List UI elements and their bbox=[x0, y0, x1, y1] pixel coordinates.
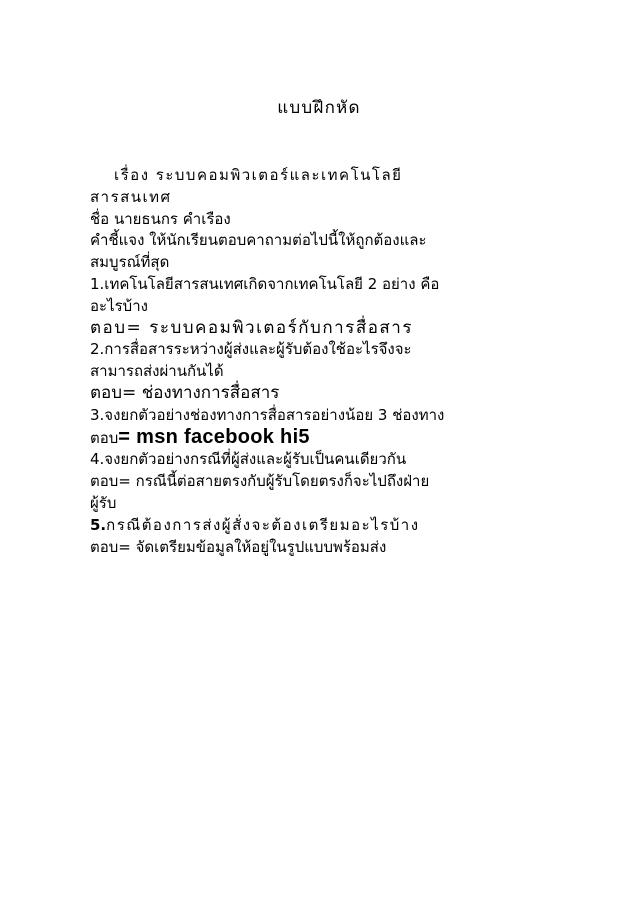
answer-4-continued: ผู้รับ bbox=[90, 493, 117, 512]
question-2: 2.การสื่อสารระหว่างผู้ส่งและผู้รับต้องใช้อะไรจึงจะ bbox=[90, 340, 412, 359]
answer-3-label: ตอบ bbox=[90, 428, 119, 447]
answer-1: ตอบ= ระบบคอมพิวเตอร์กับการสื่อสาร bbox=[90, 317, 413, 338]
question-4: 4.จงยกตัวอย่างกรณีที่ผู้ส่งและผู้รับเป็นคนเดียวกัน bbox=[90, 450, 407, 469]
question-5 bbox=[90, 515, 550, 537]
question-5-text: กรณีต้องการส่งผู้สั่งจะต้องเตรียมอะไรบ้าง bbox=[106, 515, 420, 534]
subject-line: เรื่อง ระบบคอมพิวเตอร์และเทคโนโลยี bbox=[114, 166, 403, 184]
worksheet-body bbox=[90, 165, 550, 558]
answer-3-value: = msn facebook hi5 bbox=[118, 425, 310, 448]
answer-4: ตอบ= กรณีนี้ต่อสายตรงกับผู้รับโดยตรงก็จะไปถึงฝ่าย bbox=[90, 472, 430, 491]
question-5-number: 5. bbox=[90, 515, 107, 534]
instruction-line-continued: สมบูรณ์ที่สุด bbox=[90, 253, 170, 272]
worksheet-title: แบบฝึกหัด bbox=[277, 98, 361, 118]
subject-line-continued: สารสนเทศ bbox=[90, 187, 172, 206]
answer-2: ตอบ= ช่องทางการสื่อสาร bbox=[90, 382, 280, 403]
question-3: 3.จงยกตัวอย่างช่องทางการสื่อสารอย่างน้อย 3 ช่องทาง bbox=[90, 405, 445, 424]
question-2-continued: สามารถส่งผ่านกันได้ bbox=[90, 362, 224, 381]
answer-3 bbox=[90, 427, 550, 450]
instruction-line: คำชี้แจง ให้นักเรียนตอบคาถามต่อไปนี้ให้ถูกต้องและ bbox=[90, 231, 427, 250]
question-1: 1.เทคโนโลยีสารสนเทศเกิดจากเทคโนโลยี 2 อย่าง คือ bbox=[90, 274, 440, 293]
student-name: ชื่อ นายธนกร คำเรือง bbox=[90, 209, 231, 228]
question-1-continued: อะไรบ้าง bbox=[90, 296, 148, 315]
answer-5: ตอบ= จัดเตรียมข้อมูลให้อยู่ในรูปแบบพร้อมส่ง bbox=[90, 537, 387, 556]
